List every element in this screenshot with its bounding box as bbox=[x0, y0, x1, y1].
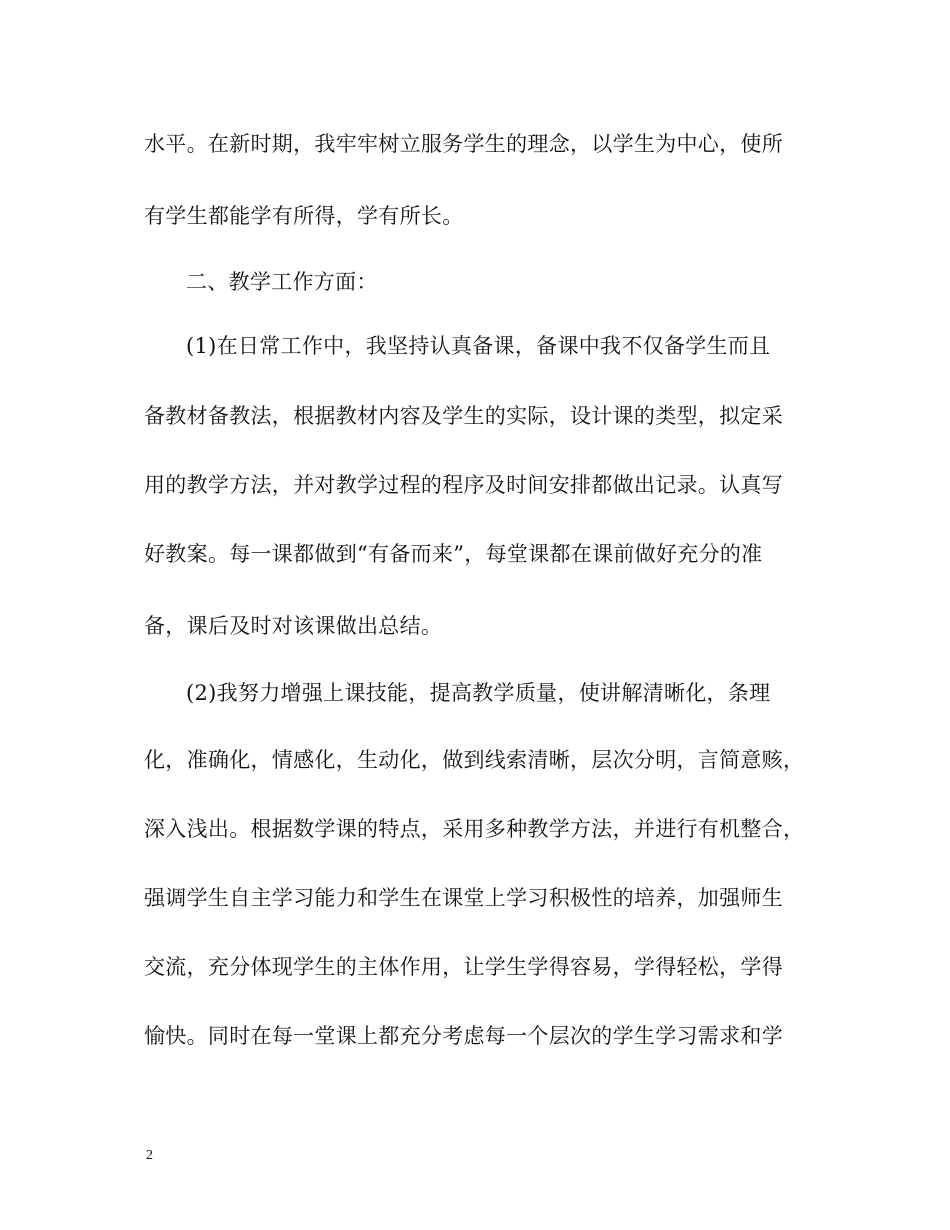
text-line: 用的教学方法，并对教学过程的程序及时间安排都做出记录。认真写 bbox=[144, 473, 783, 497]
text-line: 交流，充分体现学生的主体作用，让学生学得容易，学得轻松，学得 bbox=[144, 955, 783, 979]
text-line: 愉快。同时在每一堂课上都充分考虑每一个层次的学生学习需求和学 bbox=[144, 1024, 783, 1048]
text-line: 化，准确化，情感化，生动化，做到线索清晰，层次分明，言简意赅， bbox=[144, 748, 805, 772]
text-line: 备教材备教法，根据教材内容及学生的实际，设计课的类型，拟定采 bbox=[144, 404, 783, 428]
text-line: (2)我努力增强上课技能，提高教学质量，使讲解清晰化，条理 bbox=[186, 681, 771, 705]
text-line: 有学生都能学有所得，学有所长。 bbox=[144, 204, 464, 228]
text-line: 备，课后及时对该课做出总结。 bbox=[144, 614, 443, 638]
section-heading: 二、教学工作方面： bbox=[186, 270, 378, 294]
text-line: (1)在日常工作中，我坚持认真备课，备课中我不仅备学生而且 bbox=[186, 334, 771, 358]
text-line: 好教案。每一课都做到“有备而来”，每堂课都在课前做好充分的准 bbox=[144, 542, 763, 566]
text-line: 水平。在新时期，我牢牢树立服务学生的理念，以学生为中心，使所 bbox=[144, 132, 783, 156]
text-line: 深入浅出。根据数学课的特点，采用多种教学方法，并进行有机整合， bbox=[144, 817, 805, 841]
text-line: 强调学生自主学习能力和学生在课堂上学习积极性的培养，加强师生 bbox=[144, 886, 783, 910]
page-number: 2 bbox=[146, 1148, 153, 1163]
